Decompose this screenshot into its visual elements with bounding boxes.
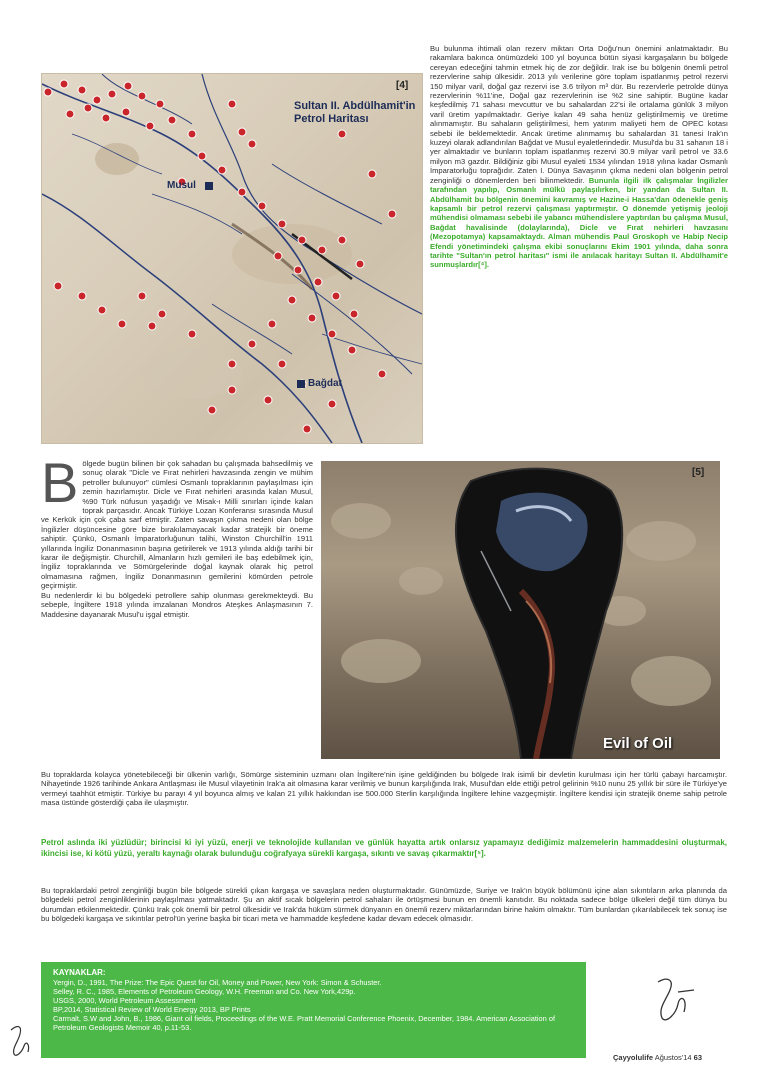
reference-item: USGS, 2000, World Petroleum Assessment — [53, 996, 196, 1005]
dropcap-letter: B — [41, 451, 79, 514]
full-width-paragraph — [41, 770, 727, 808]
closing-paragraph: Bu topraklardaki petrol zenginliği bugün bile bölgede sürekli çıkan kargaşa ve savaşlara neden oluşturmaktadır. Günümüzde, Suriye ve Irak'ın büyük bölümünü içine alan sıkıntıların arka planında da bölgedeki petrol zenginliklerinin paylaşılması yatmaktadır. Şu an aktif sıcak bölgelerin petrol sahaları ile örtüşmesi bunun en önemli kanıtıdır. Bu noktada sadece bölge ülkeleri değil tüm dünya bu durumdan etkilenmektedir. Çünkü Irak çok önemli bir petrol ülkesidir ve Irak'da hüküm sürmek dünyanın en önemli rezerv miktarlarından birine hakim olmaktır. Tüm bunlardan çıkarılabilecek tek sonuç ise bu bölgedeki kargaşa ve sıkıntılar petrol'ün yerine başka bir ticari meta ve hammadde keşfedene kadar devam edecek olmasıdır. — [41, 886, 727, 924]
map-drawing — [42, 74, 422, 443]
left-paragraph-1: ölgede bugün bilinen bir çok sahadan bu çalışmada bahsedilmiş ve sonuç olarak "Dicle ve Fırat nehirleri havzasında zengin ve mühim petroller bulunuyor" cümlesi Osmanlı topraklarının paylaşılması için zemin hazırlamıştır. Dicle ve Fırat nehirleri arasında kalan Musul, %90 Türk nüfusun yaşadığı ve Misak-ı Milli sınırları içinde kalan toprak parçasıdır. Ancak Türkiye Lozan Konferansı sırasında Musul ve Kerkük için çok çaba sarf etmiştir. Zaten savaşın çıkma nedeni olan bölge İngilizler düşüncesine göre bize bırakılamayacak kadar stratejik bir öneme sahiptir. Çünkü, Osmanlı İmparatorluğunun talihi, Winston Churchill'in 1911 yıllarında İngiliz Donanmasının başına getirilerek ve 1913 yılında aldığı tarihi bir karar ile değişmiştir. Churchill, Almanların hızlı gemileri ile baş edebilmek için, İngiliz topraklarında ve Sömürgelerinde doğal kaynak olarak hiç petrol olmamasına rağmen, İngiliz Donanmasının gemilerini kömürden petrole geçirmiştir. — [41, 459, 313, 591]
oil-photo-drawing — [321, 461, 720, 759]
map-title — [294, 100, 415, 126]
sultan-oil-map-figure — [41, 73, 423, 444]
top-right-text-block — [430, 44, 728, 270]
map-figure-number: [4] — [396, 80, 409, 91]
photo-figure-number: [5] — [692, 467, 705, 478]
green-pull-quote: Petrol aslında iki yüzlüdür; birincisi ki iyi yüzü, enerji ve teknolojide kullanılan ve günlük hayatta artık onlarsız yapamayız dediğimiz malzemelerin hammaddesini oluşturmak, ikincisi ise, ki kötü yüzü, yeraltı kaynağı olarak bulunduğu coğrafyaya sürekli kargaşa, sıkıntı ve savaş çıkarmaktır[⁵]. — [41, 838, 727, 858]
reference-item: Selley, R. C., 1985, Elements of Petroleum Geology, W.H. Freeman and Co. New York,429p. — [53, 987, 356, 996]
references-heading: KAYNAKLAR: — [53, 968, 106, 977]
top-right-paragraph: Bu bulunma ihtimali olan rezerv miktarı Orta Doğu'nun önemini anlatmaktadır. Bu rakamlara bakınca önümüzdeki 100 yıl boyunca bütün siyasi kargaşaların bu bölgede cereyan edeceğini tahmin etmek hiç de zor değildir. Irak ise bu bölgenin önemli petrol rezervlerine sahip ülkesidir. 2013 yılı verilerine göre toplam ispatlanmış petrol rezervi 150 milyar varil, doğal gaz rezervi ise 3.6 trilyon m³ dür. Bu rezervlerle petrolde dünya rezervlerinin %11'ine, Doğal gaz rezervlerinin ise %2 sine sahiptir. Bugüne kadar keşfedilmiş 71 sahası mevcuttur ve bu sahalardan 22'si ile ortalama günlük 3 milyon varil üretim yapılmaktadır. Geriye kalan 49 saha henüz geliştirilmemiş ve üretime alınmamıştır. Bu sahaların geliştirilmesi, hem yatırım maliyeti hem de OPEC kotası sebebi ile beklemektedir. Ancak üretime alınmamış bu sahalardan 31 tanesi Irak'ın kuzeyi olarak adlandırılan Bağdat ve Musul eyaletlerindedir. Musul'da bu 31 sahanın 18 i yer almaktadır ve bunların toplam ispatlanmış rezervi 30.9 milyar varil petrol ve 33.6 milyon m3 gazdır. Bildiğiniz gibi Musul eyaleti 1534 yılından 1918 yılına kadar Osmanlı İmparatorluğu toprağıdır. Zaten I. Dünya Savaşının çıkma nedeni olan bölgenin petrol zenginliği o dönemlerden beri bilinmektedir. — [430, 44, 728, 185]
reference-item: Yergin, D., 1991, The Prize: The Epic Quest for Oil, Money and Power, New York: Simon & Schuster. — [53, 978, 382, 987]
references-box — [41, 962, 586, 1058]
signature-mark-left — [8, 1022, 34, 1062]
page-footer — [613, 1053, 702, 1062]
map-title-line-2: Petrol Haritası — [294, 113, 369, 125]
reference-item: BP,2014, Statistical Review of World Energy 2013, BP Prints — [53, 1005, 251, 1014]
left-column-text — [41, 451, 313, 619]
magazine-brand: Çayyolulife — [613, 1053, 654, 1062]
map-title-line-1: Sultan II. Abdülhamit'in — [294, 100, 416, 112]
city-label-musul: Musul — [167, 180, 196, 191]
left-paragraph-2: Bu nedenlerdir ki bu bölgedeki petrollere sahip olunması gerekmekteydi. Bu sebeple, İngiltere 1918 yılında imzalanan Mondros Ateşkes Anlaşmasının 7. Maddesine dayanarak Musul'u işgal etmiştir. — [41, 590, 313, 619]
reference-item: Carmalt, S.W and John, B., 1986, Giant oil fields, Proceedings of the W.E. Pratt Memorial Conference Phoenix, December, 1984. American Association of Petroleum Geologists Memoir 40, p.11-53. — [53, 1014, 555, 1032]
issue-date: Ağustos'14 — [654, 1053, 692, 1062]
top-right-green-paragraph: Bununla ilgili ilk çalışmalar İngilizler tarafından yapılıp, Osmanlı mülkü paylaşılırken, bir yandan da Sultan II. Abdülhamit bu bölgenin önemini kavramış ve Hazine-i Hassa'dan ödenekle geniş kapsamlı bir petrol rezervi çalışması yaptırmıştır. O dönemde yetişmiş jeoloji mühendisi olmaması sebebi ile yabancı mühendislere yaptırılan bu çalışma Musul, Bağdat havalisinde (dolaylarında), Dicle ve Fırat nehirleri havzasını (Mezopotamya) kapsamaktaydı. Alman mühendis Paul Groskoph ve Habip Necip Efendi yönetimindeki çalışma ekibi sonuçlarını Ekim 1901 yılında, daha sonra tarihte "Sultan'ın petrol haritası" ismi ile anılacak haritayı Sultan II. Abdülhamit'e sunmuşlardır[⁴]. — [430, 175, 728, 270]
city-label-bagdat: Bağdat — [308, 378, 342, 389]
page-number: 63 — [693, 1053, 702, 1062]
left-paragraph-3: Bu topraklarda kolayca yönetebileceği bir ülkenin varlığı, Sömürge sisteminin uzmanı olan İngiltere'nin işine geldiğinden bu bölgede Irak isimli bir devletin kurulması için her türlü çabayı harcamıştır. Nihayetinde 1926 tarihinde Ankara Antlaşması ile Musul vilayetinin Irak'a ait olmasına karar verilmiş ve bunun karşılığında Irak, Musul'dan elde ettiği petrol gelirinin %10 nunu 25 yıllık bir süre ile Türkiye'ye vermeyi taahhüt etmiştir. Türkiye bu parayı 4 yıl boyunca almış ve kalan 21 yıllık hakkından ise 500.000 Sterlin karşılığında İngiltere lehine vazgeçmiştir. İngiltere kendisi için stratejik öneme sahip petrole masa üstünde gösterdiği çaba ile ulaşmıştır. — [41, 770, 727, 808]
photo-caption: Evil of Oil — [603, 735, 673, 752]
signature-mark-right — [650, 972, 700, 1032]
evil-of-oil-photo — [321, 461, 720, 759]
